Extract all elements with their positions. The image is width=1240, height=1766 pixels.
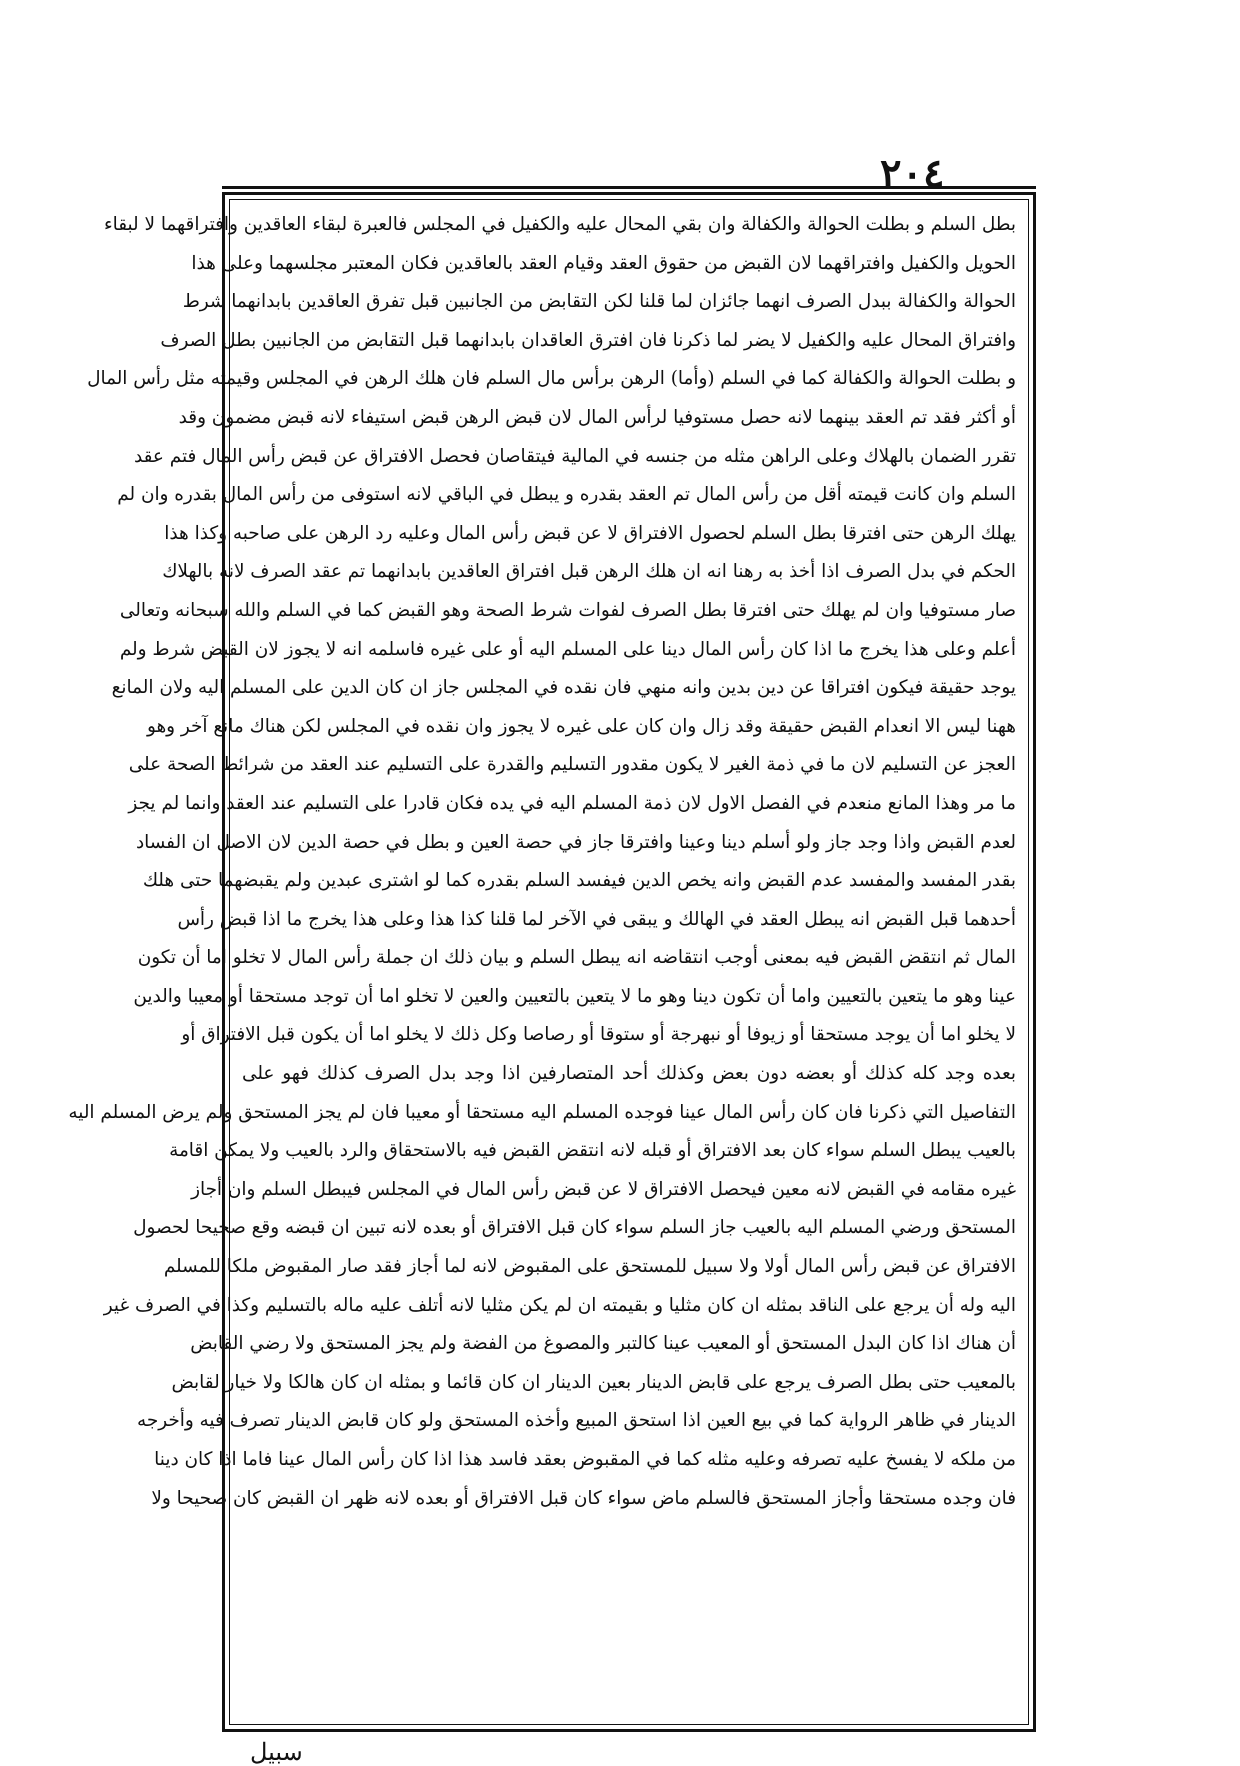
text-line: أو أكثر فقد تم العقد بينهما لانه حصل مستوفيا لرأس المال لان قبض الرهن قبض استيفاء لانه قبض مضمون وقد xyxy=(178,406,1016,428)
text-line: الافتراق عن قبض رأس المال أولا ولا سبيل للمستحق على المقبوض لانه لما أجاز فقد صار المقبوض ملكا للمسلم xyxy=(163,1256,1016,1278)
text-line: التفاصيل التي ذكرنا فان كان رأس المال عينا فوجده المسلم اليه مستحقا أو معيبا فان لم يجز المستحق ولم يرض المسلم اليه xyxy=(68,1101,1016,1123)
text-line: يهلك الرهن حتى افترقا بطل السلم لحصول الافتراق لا عن قبض رأس المال وعليه رد الرهن على صاحبه وكذا هذا xyxy=(164,522,1016,544)
text-line: بطل السلم و بطلت الحوالة والكفالة وان بقي المحال عليه والكفيل في المجلس فالعبرة لبقاء العاقدين وافتراقهما لا لبقاء xyxy=(103,214,1016,235)
text-line: بعده وجد كله كذلك أو بعضه دون بعض وكذلك أحد المتصارفين اذا وجد بدل الصرف كذلك فهو على xyxy=(242,1063,1016,1085)
text-line: العجز عن التسليم لان ما في ذمة الغير لا يكون مقدور التسليم والقدرة على التسليم عند العقد من شرائط الصحة على xyxy=(128,754,1016,776)
text-frame xyxy=(68,192,1036,1732)
text-line: الحكم في بدل الصرف اذا أخذ به رهنا انه ان هلك الرهن قبل افتراق العاقدين بابدانهما تم عقد الصرف لانه بالهلاك xyxy=(162,561,1016,583)
text-line: الحويل والكفيل وافتراقهما لان القبض من حقوق العقد وقيام العقد بالعاقدين فكان المعتبر مجلسهما وعلى هذا xyxy=(191,252,1016,274)
text-line: بالمعيب حتى بطل الصرف يرجع على قابض الدينار بعين الدينار ان كان قائما و بمثله ان كان هالكا ولا خيار لقابض xyxy=(171,1371,1016,1393)
text-line: و بطلت الحوالة والكفالة كما في السلم (وأما) الرهن برأس مال السلم فان هلك الرهن في المجلس وقيمته مثل رأس المال xyxy=(87,368,1016,390)
text-line: ما مر وهذا المانع منعدم في الفصل الاول لان ذمة المسلم اليه في يده فكان قادرا على التسليم عند العقد وانما لم يجز xyxy=(128,792,1016,814)
text-line: تقرر الضمان بالهلاك وعلى الراهن مثله من جنسه في المالية فيتقاصان فحصل الافتراق عن قبض رأس المال فتم عقد xyxy=(133,445,1016,467)
text-line: لعدم القبض واذا وجد جاز ولو أسلم دينا وعينا وافترقا جاز في حصة العين و بطل في حصة الدين لان الاصل ان الفساد xyxy=(135,831,1016,853)
text-line: غيره مقامه في القبض لانه معين فيحصل الافتراق لا عن قبض رأس المال في المجلس فيبطل السلم وان أجاز xyxy=(191,1178,1016,1200)
text-line: لا يخلو اما أن يوجد مستحقا أو زيوفا أو نبهرجة أو ستوقا أو رصاصا وكل ذلك لا يخلو اما أن يكون قبل الافتراق أو xyxy=(181,1024,1016,1046)
text-line: اليه وله أن يرجع على الناقد بمثله ان كان مثليا و بقيمته ان لم يكن مثليا لانه أتلف عليه ماله بالتسليم وكذا في الصرف غير xyxy=(103,1294,1016,1316)
text-line: الدينار في ظاهر الرواية كما في بيع العين اذا استحق المبيع وأخذه المستحق ولو كان قابض الدينار تصرف فيه وأخرجه xyxy=(136,1410,1016,1432)
text-line: السلم وان كانت قيمته أقل من رأس المال تم العقد بقدره و يبطل في الباقي لانه استوفى من رأس المال بقدره وان لم xyxy=(117,484,1016,506)
text-line: أن هناك اذا كان البدل المستحق أو المعيب عينا كالتبر والمصوغ من الفضة ولم يجز المستحق ولا رضي القابض xyxy=(190,1333,1016,1355)
header-rule xyxy=(222,186,1036,189)
text-line: يوجد حقيقة فيكون افتراقا عن دين بدين وانه منهي فان نقده في المجلس جاز ان كان الدين على المسلم اليه ولان المانع xyxy=(111,677,1016,699)
text-line: صار مستوفيا وان لم يهلك حتى افترقا بطل الصرف لفوات شرط الصحة وهو القبض كما في السلم والله سبحانه وتعالى xyxy=(119,599,1016,621)
body-text xyxy=(68,206,1016,1518)
text-line: عينا وهو ما يتعين بالتعيين واما أن تكون دينا وهو ما لا يتعين بالتعيين والعين لا تخلو اما أن توجد مستحقا أو معيبا والدين xyxy=(133,985,1016,1007)
text-line: أحدهما قبل القبض انه يبطل العقد في الهالك و يبقى في الآخر لما قلنا كذا هذا وعلى هذا يخرج ما اذا قبض رأس xyxy=(177,908,1016,930)
text-line: أعلم وعلى هذا يخرج ما اذا كان رأس المال دينا على المسلم اليه أو على غيره فاسلمه انه لا يجوز لان القبض شرط ولم xyxy=(119,638,1016,660)
text-line: وافتراق المحال عليه والكفيل لا يضر لما ذكرنا فان افترق العاقدان بابدانهما قبل التقابض من الجانبين بطل الصرف xyxy=(160,329,1016,351)
text-line: فان وجده مستحقا وأجاز المستحق فالسلم ماض سواء كان قبل الافتراق أو بعده لانه ظهر ان القبض كان صحيحا ولا xyxy=(151,1487,1016,1509)
page-number: ٢٠٤ xyxy=(880,150,945,197)
text-line: بقدر المفسد والمفسد عدم القبض وانه يخص الدين فيفسد السلم بقدره كما لو اشترى عبدين ولم يقبضهما حتى هلك xyxy=(142,870,1016,892)
text-line: بالعيب يبطل السلم سواء كان بعد الافتراق أو قبله لانه انتقض القبض فيه بالاستحقاق والرد بالعيب ولا يمكن اقامة xyxy=(169,1140,1016,1162)
text-line: المستحق ورضي المسلم اليه بالعيب جاز السلم سواء كان قبل الافتراق أو بعده لانه تبين ان قبضه وقع صحيحا لحصول xyxy=(133,1217,1016,1239)
text-frame-inner xyxy=(68,199,1029,1725)
text-line: الحوالة والكفالة ببدل الصرف انهما جائزان لما قلنا لكن التقابض من الجانبين قبل تفرق العاقدين بابدانهما شرط xyxy=(182,291,1016,313)
text-line: المال ثم انتقض القبض فيه بمعنى أوجب انتقاضه انه يبطل السلم و بيان ذلك ان جملة رأس المال لا تخلو اما أن تكون xyxy=(137,947,1016,969)
catchword: سبيل xyxy=(250,1738,303,1766)
text-line: ههنا ليس الا انعدام القبض حقيقة وقد زال وان كان على غيره لا يجوز وان نقده في المجلس لكن هناك مانع آخر وهو xyxy=(146,715,1016,737)
text-line: من ملكه لا يفسخ عليه تصرفه وعليه مثله كما في المقبوض بعقد فاسد هذا اذا كان رأس المال عينا فاما اذا كان دينا xyxy=(154,1449,1016,1470)
